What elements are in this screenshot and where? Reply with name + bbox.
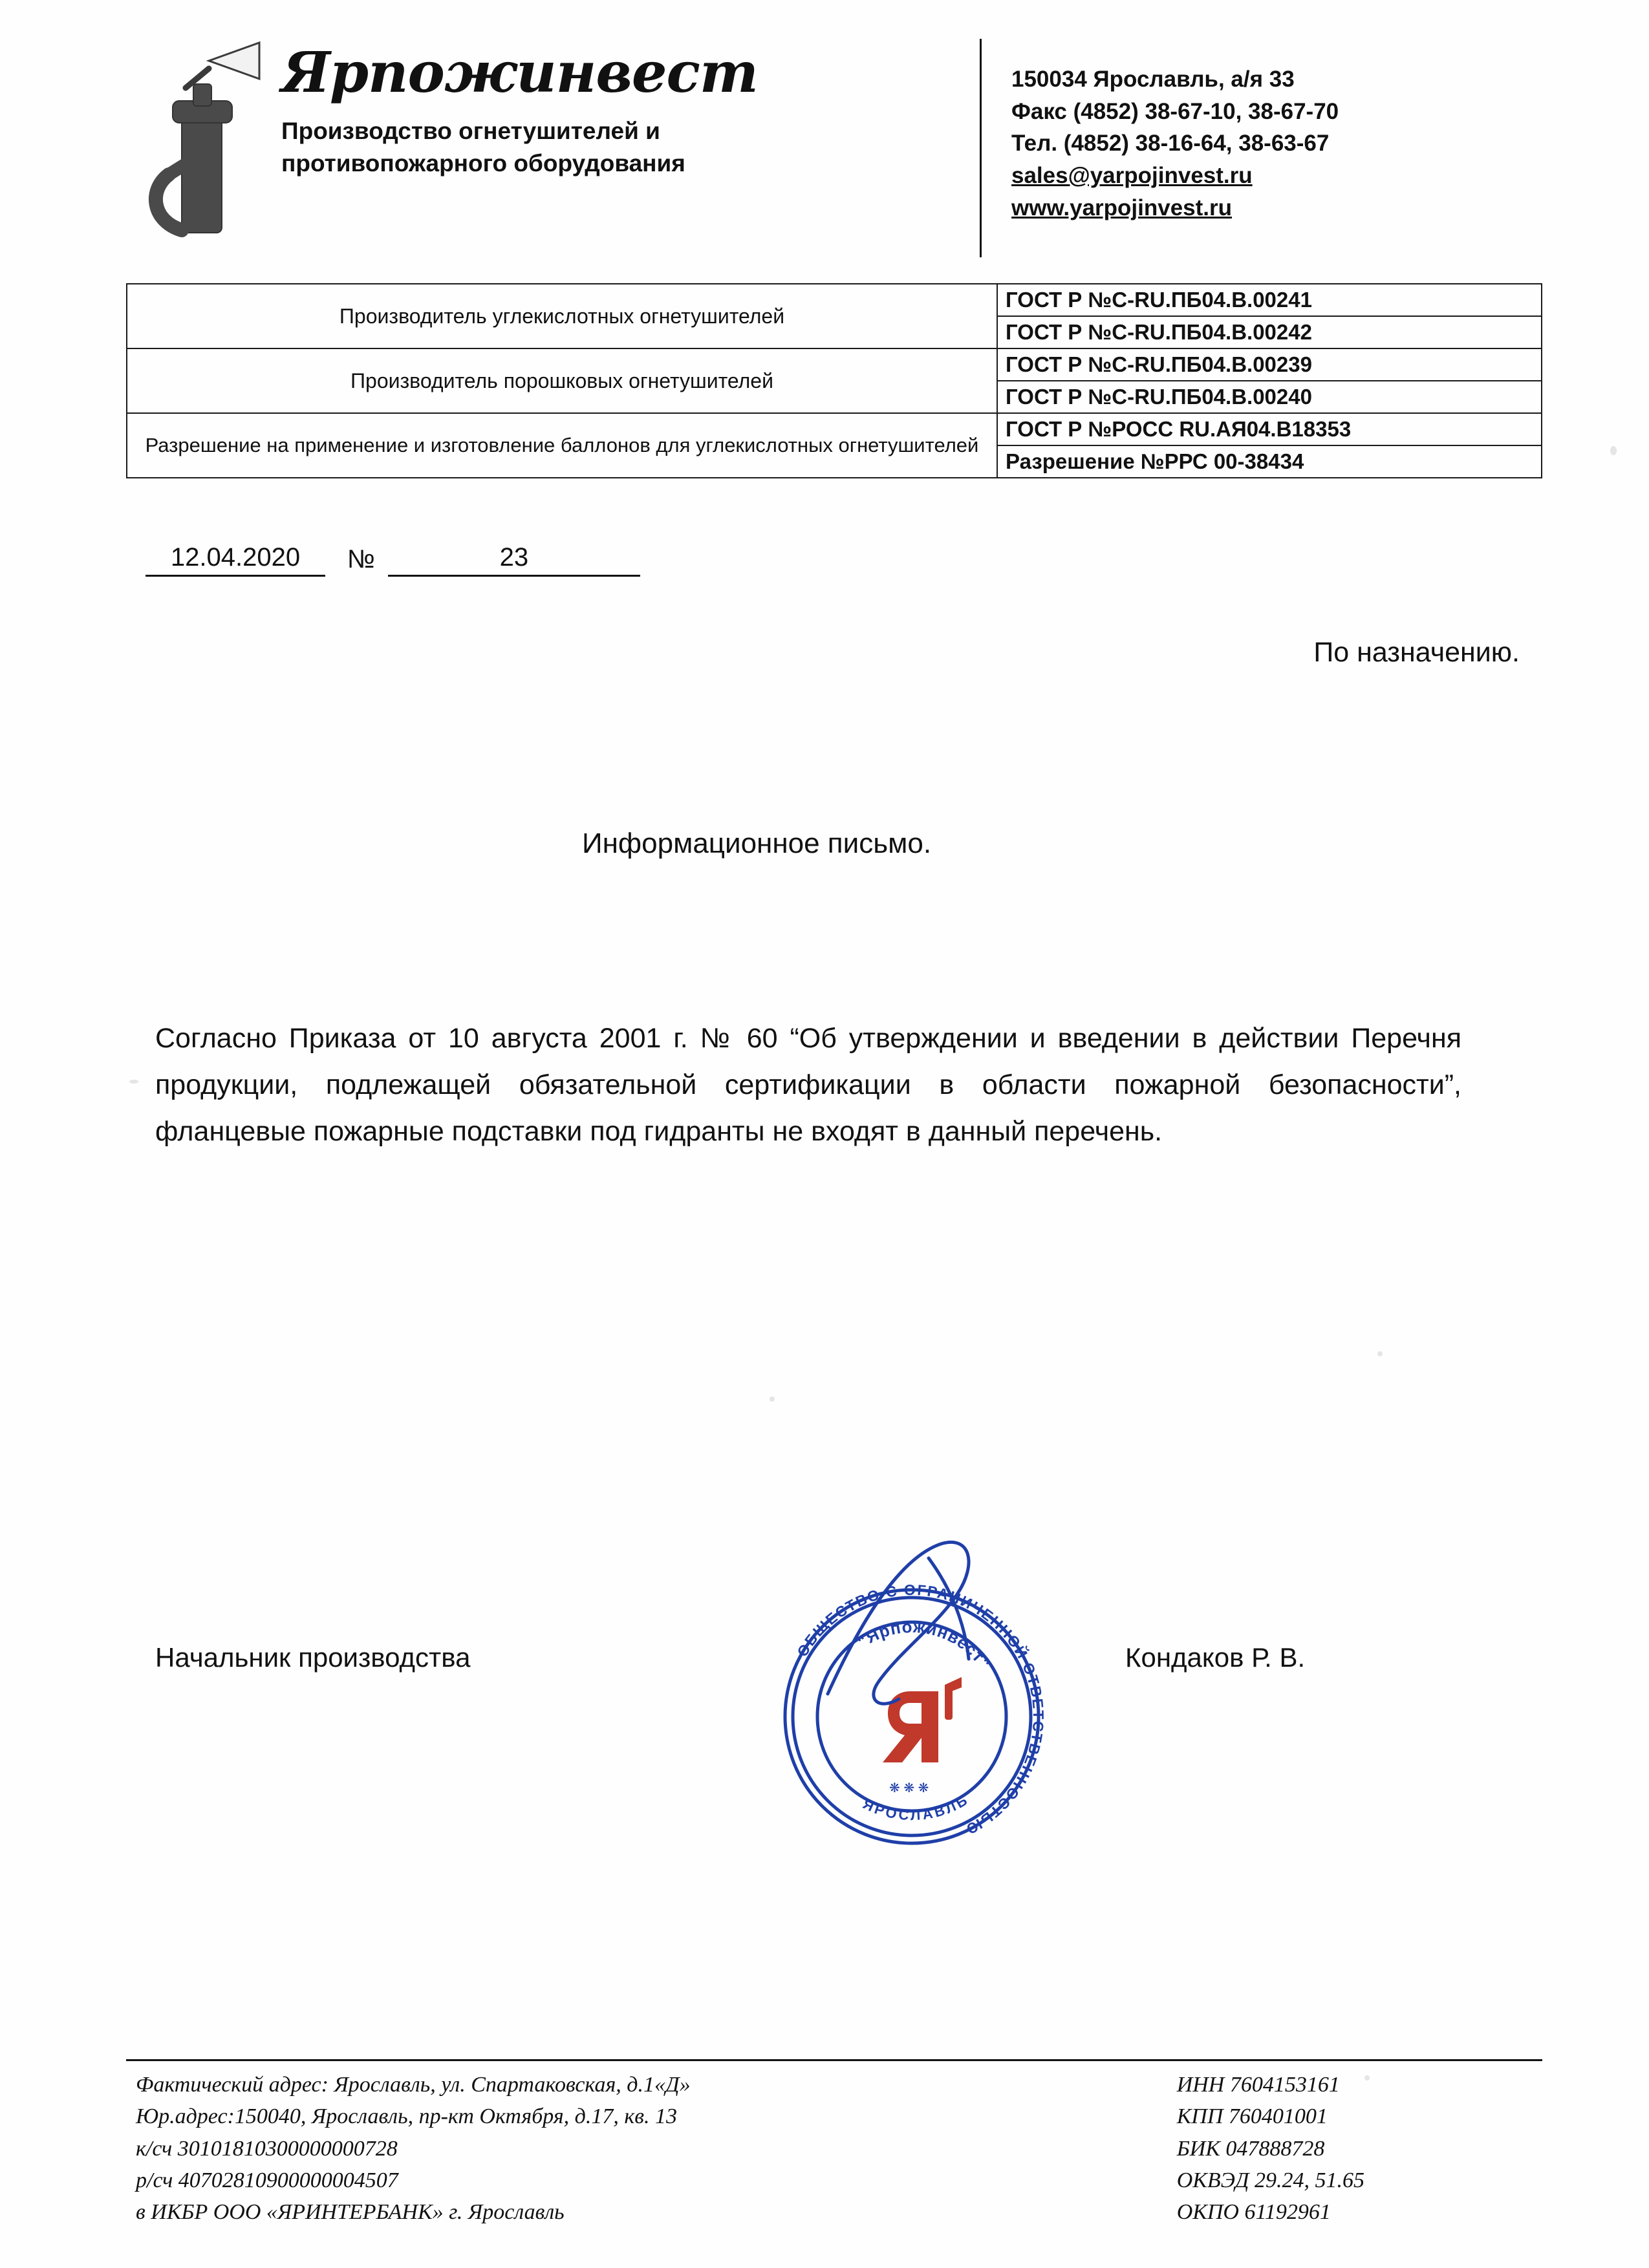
scan-speckle bbox=[1364, 2075, 1370, 2081]
signatory-role: Начальник производства bbox=[155, 1642, 471, 1673]
cert-code-2-1: Разрешение №РРС 00-38434 bbox=[997, 445, 1542, 478]
letter-number: 23 bbox=[388, 543, 640, 577]
cert-label-2: Разрешение на применение и изготовление баллонов для углекислотных огнетушителей bbox=[127, 413, 997, 478]
contact-email-link[interactable]: sales@yarpojinvest.ru bbox=[1011, 163, 1253, 189]
page-title: Информационное письмо. bbox=[582, 828, 932, 859]
footer-registration-codes bbox=[1177, 2069, 1552, 2228]
cert-code-1-0: ГОСТ Р №С-RU.ПБ04.В.00239 bbox=[997, 348, 1542, 381]
footer-right-line-1: КПП 760401001 bbox=[1176, 2104, 1328, 2129]
scan-speckle bbox=[770, 1396, 775, 1402]
table-row bbox=[127, 284, 1542, 316]
footer-left-line-4: в ИКБР ООО «ЯРИНТЕРБАНК» г. Ярославль bbox=[136, 2200, 565, 2225]
cert-code-0-0: ГОСТ Р №С-RU.ПБ04.В.00241 bbox=[997, 284, 1542, 316]
footer-left-line-0: Фактический адрес: Ярославль, ул. Спартаковская, д.1«Д» bbox=[136, 2073, 691, 2097]
footer-left-line-3: р/сч 40702810900000004507 bbox=[136, 2168, 398, 2192]
svg-text:ОБЩЕСТВО С ОГРАНИЧЕННОЙ ОТВЕТС: ОБЩЕСТВО С ОГРАНИЧЕННОЙ ОТВЕТСТВЕННОСТЬЮ bbox=[793, 1581, 1048, 1839]
footer-left-line-1: Юр.адрес:150040, Ярославль, пр-кт Октября, д.17, кв. 13 bbox=[136, 2104, 678, 2129]
footer-right-line-0: ИНН 7604153161 bbox=[1176, 2073, 1340, 2097]
footer-left-line-2: к/сч 30101810300000000728 bbox=[136, 2136, 398, 2161]
svg-text:ЯРОСЛАВЛЬ: ЯРОСЛАВЛЬ bbox=[860, 1791, 973, 1824]
scan-speckle bbox=[1377, 1351, 1383, 1356]
company-stamp-icon bbox=[760, 1565, 1064, 1868]
letter-dateline bbox=[146, 543, 640, 577]
footer-bank-details bbox=[136, 2069, 1041, 2228]
signatory-name: Кондаков Р. В. bbox=[1125, 1642, 1306, 1673]
footer-right-line-2: БИК 047888728 bbox=[1176, 2136, 1325, 2161]
cert-code-2-0: ГОСТ Р №РОСС RU.АЯ04.В18353 bbox=[997, 413, 1542, 445]
contact-address: 150034 Ярославль, а/я 33 bbox=[1011, 67, 1295, 92]
table-row bbox=[127, 413, 1542, 445]
company-brand-name: Ярпожинвест bbox=[281, 40, 758, 105]
fire-extinguisher-logo-icon bbox=[126, 39, 275, 252]
contact-fax: Факс (4852) 38-67-10, 38-67-70 bbox=[1011, 98, 1339, 124]
footer-right-line-3: ОКВЭД 29.24, 51.65 bbox=[1176, 2168, 1364, 2192]
footer-divider bbox=[126, 2059, 1542, 2061]
scan-speckle bbox=[1610, 446, 1617, 455]
cert-code-1-1: ГОСТ Р №С-RU.ПБ04.В.00240 bbox=[997, 381, 1542, 413]
svg-text:"Ярпожинвест": "Ярпожинвест" bbox=[854, 1616, 995, 1673]
letter-body: Согласно Приказа от 10 августа 2001 г. № 60 “Об утверждении и введении в действии Перечня продукции, подлежащей обязательной сертификации в области пожарной безопасности”, фланцевые пожарные подставки под гидранты не входят в данный перечень. bbox=[155, 1023, 1461, 1148]
footer bbox=[136, 2069, 1552, 2228]
footer-right-line-4: ОКПО 61192961 bbox=[1176, 2200, 1331, 2225]
number-sign-label: № bbox=[347, 545, 375, 573]
scan-speckle bbox=[129, 1080, 138, 1084]
cert-label-0: Производитель углекислотных огнетушителей bbox=[127, 284, 997, 348]
cert-label-1: Производитель порошковых огнетушителей bbox=[127, 348, 997, 413]
letterhead bbox=[126, 39, 1542, 257]
table-row bbox=[127, 348, 1542, 381]
certificates-table bbox=[126, 283, 1542, 478]
letter-date: 12.04.2020 bbox=[146, 543, 325, 577]
contact-phone: Тел. (4852) 38-16-64, 38-63-67 bbox=[1011, 131, 1330, 156]
company-logo-block bbox=[126, 39, 980, 252]
addressee: По назначению. bbox=[1313, 637, 1520, 668]
company-tagline-line-2: противопожарного оборудования bbox=[281, 149, 685, 177]
contact-details bbox=[980, 39, 1542, 257]
svg-text:❋ ❋ ❋: ❋ ❋ ❋ bbox=[889, 1781, 929, 1795]
contact-website-link[interactable]: www.yarpojinvest.ru bbox=[1011, 195, 1233, 220]
company-tagline-line-1: Производство огнетушителей и bbox=[281, 118, 660, 144]
cert-code-0-1: ГОСТ Р №С-RU.ПБ04.В.00242 bbox=[997, 316, 1542, 348]
